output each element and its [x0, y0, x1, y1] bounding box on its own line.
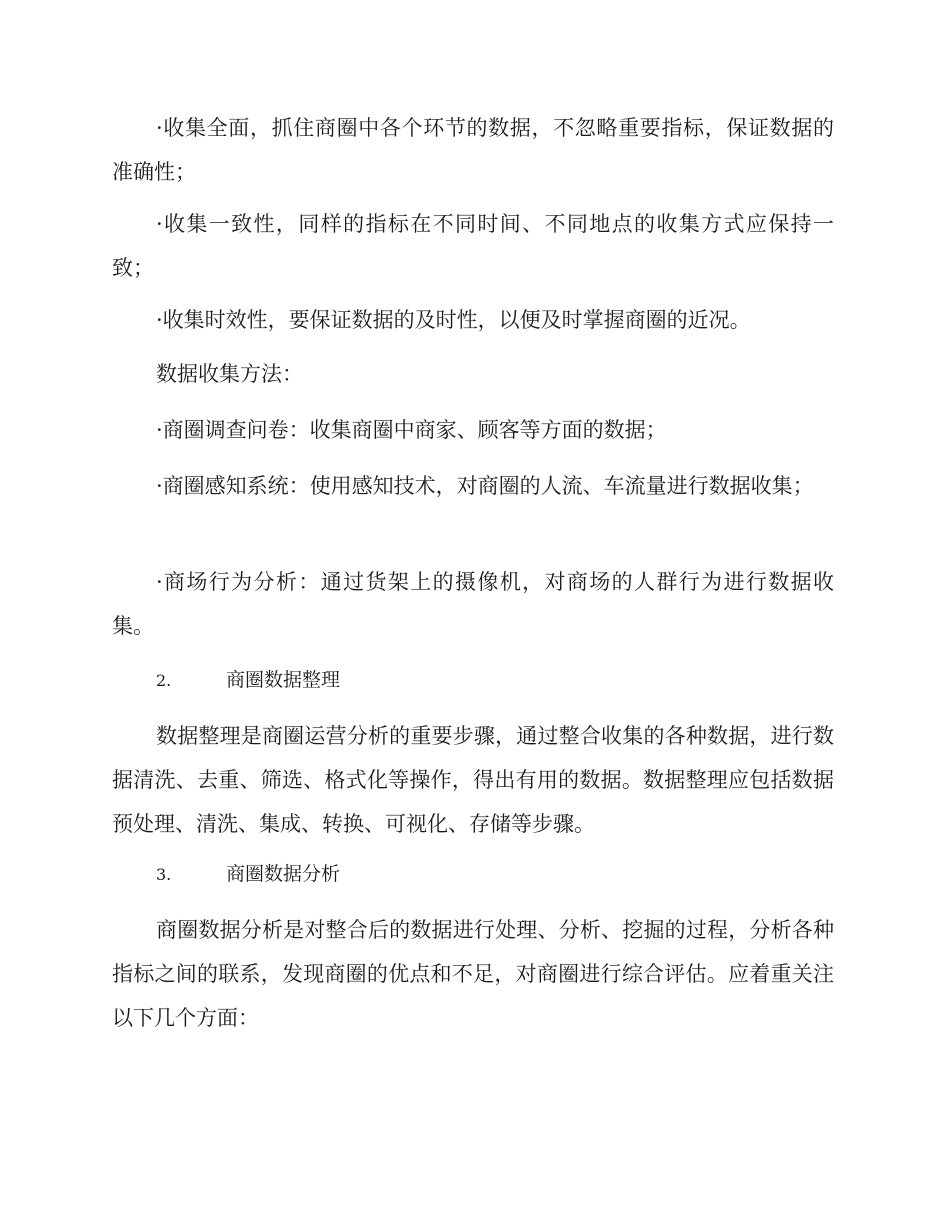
section-3-body: 商圈数据分析是对整合后的数据进行处理、分析、挖掘的过程，分析各种指标之间的联系，发现商圈的优点和不足，对商圈进行综合评估。应着重关注以下几个方面：	[112, 918, 834, 1030]
bullet-survey: ·商圈调查问卷：收集商圈中商家、顾客等方面的数据；	[156, 418, 667, 442]
section-3-title: 商圈数据分析	[226, 863, 341, 885]
section-3-heading	[156, 852, 340, 897]
section-2-heading	[156, 658, 340, 703]
bullet-collect-consistency: ·收集一致性，同样的指标在不同时间、不同地点的收集方式应保持一致；	[112, 212, 834, 280]
section-2-body: 数据整理是商圈运营分析的重要步骤，通过整合收集的各种数据，进行数据清洗、去重、筛选、格式化等操作，得出有用的数据。数据整理应包括数据预处理、清洗、集成、转换、可视化、存储等步骤。	[112, 724, 834, 836]
bullet-collect-timeliness: ·收集时效性，要保证数据的及时性，以便及时掌握商圈的近况。	[156, 308, 751, 332]
bullet-sensing-system: ·商圈感知系统：使用感知技术，对商圈的人流、车流量进行数据收集；	[156, 474, 814, 498]
collection-methods-heading: 数据收集方法：	[156, 362, 303, 386]
section-3-number: 3.	[156, 865, 172, 884]
section-2-title: 商圈数据整理	[226, 669, 341, 691]
bullet-collect-comprehensive: ·收集全面，抓住商圈中各个环节的数据，不忽略重要指标，保证数据的准确性；	[112, 116, 834, 184]
section-2-number: 2.	[156, 671, 172, 690]
bullet-behavior-analysis: ·商场行为分析：通过货架上的摄像机，对商场的人群行为进行数据收集。	[112, 570, 834, 638]
